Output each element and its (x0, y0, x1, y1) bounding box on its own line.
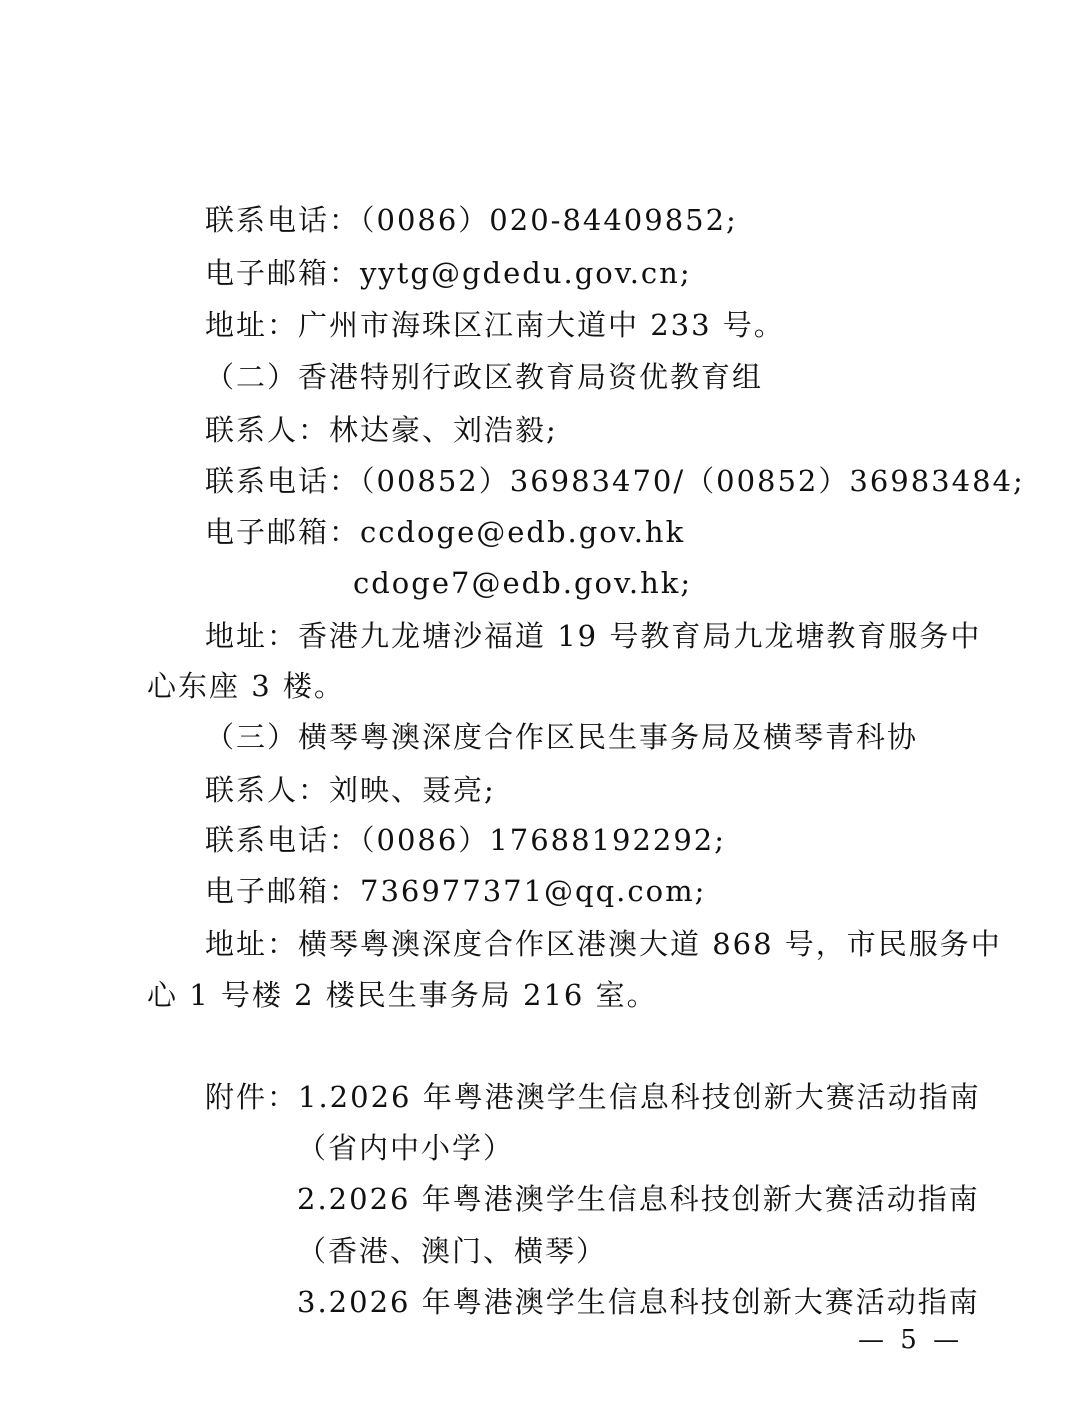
page-number: — 5 — (858, 1325, 964, 1355)
hengqin-address-cont: 心 1 号楼 2 楼民生事务局 216 室。 (147, 978, 658, 1012)
section-hengqin-heading: （三）横琴粤澳深度合作区民生事务局及横琴青科协 (205, 720, 919, 754)
hongkong-address-cont: 心东座 3 楼。 (147, 669, 345, 703)
hongkong-contact: 联系人：林达豪、刘浩毅; (205, 413, 558, 447)
attachment-2-cont: （香港、澳门、横琴） (297, 1234, 608, 1268)
guangdong-address: 地址：广州市海珠区江南大道中 233 号。 (205, 308, 785, 342)
attachment-3: 3.2026 年粤港澳学生信息科技创新大赛活动指南 (297, 1285, 980, 1319)
guangdong-phone: 联系电话：（0086）020-84409852; (205, 203, 738, 237)
hongkong-email: 电子邮箱：ccdoge@edb.gov.hk (205, 515, 686, 549)
attachment-1: 附件：1.2026 年粤港澳学生信息科技创新大赛活动指南 (205, 1080, 981, 1114)
attachment-1-cont: （省内中小学） (297, 1131, 515, 1165)
hongkong-address: 地址：香港九龙塘沙福道 19 号教育局九龙塘教育服务中 (205, 619, 982, 653)
hengqin-email: 电子邮箱：736977371@qq.com; (205, 874, 707, 908)
attachment-2: 2.2026 年粤港澳学生信息科技创新大赛活动指南 (297, 1182, 980, 1216)
section-hongkong-heading: （二）香港特别行政区教育局资优教育组 (205, 360, 764, 394)
hongkong-phone: 联系电话：（00852）36983470/（00852）36983484; (205, 464, 1025, 498)
hengqin-phone: 联系电话：（0086）17688192292; (205, 823, 727, 857)
guangdong-email: 电子邮箱：yytg@gdedu.gov.cn; (205, 256, 692, 290)
hongkong-email-second: cdoge7@edb.gov.hk; (353, 566, 693, 600)
hengqin-contact: 联系人：刘映、聂亮; (205, 773, 496, 807)
hengqin-address: 地址：横琴粤澳深度合作区港澳大道 868 号，市民服务中 (205, 927, 1002, 961)
